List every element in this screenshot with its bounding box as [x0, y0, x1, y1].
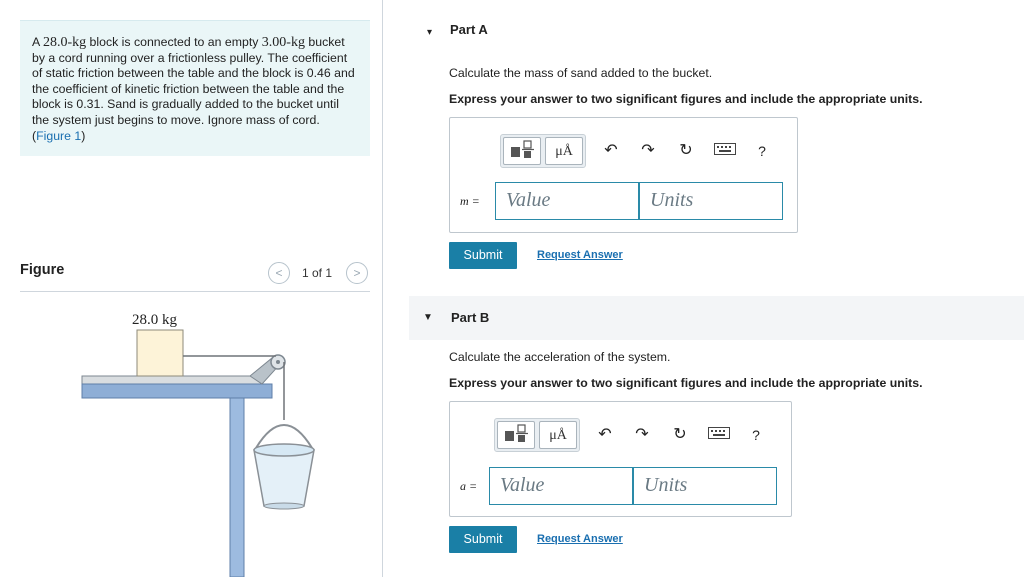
units-button[interactable]: μÅ [539, 421, 577, 449]
bucket-body [254, 450, 314, 506]
bucket-rim [254, 444, 314, 456]
bucket-bottom [264, 503, 304, 509]
variable-label: m = [460, 194, 480, 208]
undo-icon[interactable]: ↶ [604, 142, 618, 159]
fraction-template-icon [507, 138, 537, 162]
table-top [82, 376, 262, 384]
template-button[interactable] [503, 137, 541, 165]
next-figure-button[interactable]: > [346, 262, 368, 284]
units-button[interactable]: μÅ [545, 137, 583, 165]
template-group [500, 134, 586, 168]
table-edge [82, 384, 272, 398]
part-a-request-answer-link[interactable]: Request Answer [537, 249, 623, 261]
undo-icon[interactable]: ↶ [598, 426, 612, 443]
help-icon[interactable]: ? [758, 143, 766, 159]
part-b-instruction: Express your answer to two significant figures and include the appropriate units. [449, 376, 923, 390]
part-b-submit-button[interactable]: Submit [449, 526, 517, 553]
problem-statement [20, 20, 370, 156]
keyboard-icon[interactable] [706, 425, 732, 445]
left-panel [0, 0, 383, 577]
table-leg [230, 398, 244, 577]
pulley-diagram [40, 300, 370, 577]
reset-icon[interactable]: ↻ [679, 142, 693, 159]
template-button[interactable] [497, 421, 535, 449]
part-b-header[interactable] [409, 296, 1024, 340]
figure-title: Figure [20, 262, 65, 278]
part-b-label: Part B [451, 310, 490, 325]
figure-pager [268, 262, 370, 284]
problem-text: block is connected to an empty [86, 35, 262, 49]
collapse-triangle-icon: ▼ [423, 312, 433, 323]
figure-page-count: 1 of 1 [302, 266, 333, 280]
block-label: 28.0 kg [132, 312, 177, 328]
part-a-answer-box [449, 117, 798, 233]
block [137, 330, 183, 376]
part-a-submit-button[interactable]: Submit [449, 242, 517, 269]
part-b-request-answer-link[interactable]: Request Answer [537, 533, 623, 545]
redo-icon[interactable]: ↷ [635, 426, 649, 443]
problem-text: A [32, 35, 43, 49]
value-input[interactable]: Value [489, 467, 633, 505]
right-panel [409, 0, 1024, 577]
math-toolbar [494, 418, 784, 452]
fraction-template-icon [501, 422, 531, 446]
problem-text: ) [81, 128, 86, 143]
mass-block: 28.0-kg [42, 35, 87, 50]
problem-text: bucket by a cord running over a frictionless pulley. The coefficient of static friction between the table and the block is 0.46 and the coefficient of kinetic friction between the table and the block is 0.31. Sand is gradually added to the bucket until the system just begins to move. Ignore mass of cord. ( [32, 35, 355, 143]
units-input[interactable]: Units [639, 182, 783, 220]
units-input[interactable]: Units [633, 467, 777, 505]
part-a-label: Part A [450, 22, 488, 37]
figure-image [40, 300, 370, 577]
part-a-question: Calculate the mass of sand added to the bucket. [449, 66, 713, 80]
variable-label: a = [460, 479, 478, 493]
help-icon[interactable]: ? [752, 427, 760, 443]
math-toolbar [500, 134, 790, 168]
mass-bucket: 3.00-kg [261, 35, 305, 50]
template-group [494, 418, 580, 452]
part-b-question: Calculate the acceleration of the system. [449, 350, 671, 364]
value-input[interactable]: Value [495, 182, 639, 220]
pulley-axle [276, 360, 280, 364]
redo-icon[interactable]: ↷ [641, 142, 655, 159]
figure-header [20, 258, 370, 292]
prev-figure-button[interactable]: < [268, 262, 290, 284]
keyboard-icon[interactable] [712, 141, 738, 161]
figure-link[interactable]: Figure 1 [36, 128, 82, 143]
collapse-triangle-icon: ▾ [427, 27, 433, 38]
reset-icon[interactable]: ↻ [673, 426, 687, 443]
part-b-answer-box [449, 401, 792, 517]
part-a-header[interactable] [409, 20, 1024, 39]
part-a-instruction: Express your answer to two significant figures and include the appropriate units. [449, 92, 923, 106]
